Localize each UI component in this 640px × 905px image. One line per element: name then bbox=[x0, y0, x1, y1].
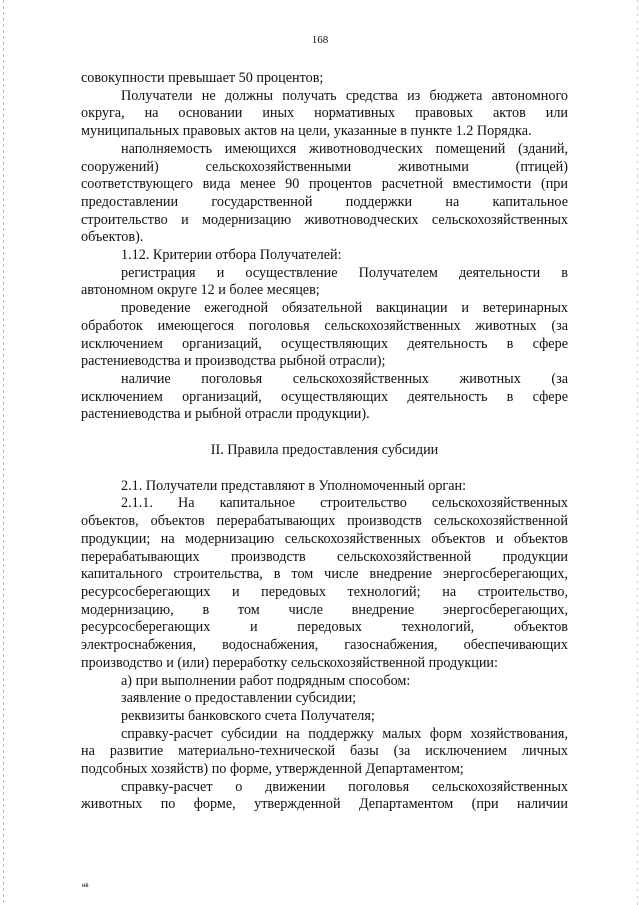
text-line: объектов, объектов перерабатывающих производств сельскохозяйственной bbox=[81, 513, 568, 530]
text-line: соответствующего вида менее 90 процентов расчетной вместимости (при bbox=[81, 176, 568, 193]
text-line: 1.12. Критерии отбора Получателей: bbox=[121, 247, 342, 264]
text-line: Получатели не должны получать средства из бюджета автономного bbox=[121, 87, 568, 104]
text-line: модернизацию, в том числе внедрение энергосберегающих, bbox=[81, 601, 568, 618]
text-line: реквизиты банковского счета Получателя; bbox=[121, 707, 375, 724]
scan-edge-right bbox=[637, 0, 638, 905]
text-line: муниципальных правовых актов на цели, указанные в пункте 1.2 Порядка. bbox=[81, 123, 532, 140]
text-line: капитального строительства, в том числе внедрение энергосберегающих, bbox=[81, 566, 568, 583]
text-line: подсобных хозяйств) по форме, утвержденной Департаментом; bbox=[81, 761, 464, 778]
text-line: животных по форме, утвержденной Департаментом (при наличии bbox=[81, 796, 568, 813]
text-line: электроснабжения, водоснабжения, газоснабжения, обеспечивающих bbox=[81, 637, 568, 654]
page-number: 168 bbox=[311, 34, 329, 46]
text-line: растениеводства и производства рыбной отрасли); bbox=[81, 353, 386, 370]
text-line: 2.1. Получатели представляют в Уполномоченный орган: bbox=[121, 477, 467, 494]
text-line: обработок имеющегося поголовья сельскохозяйственных животных (за bbox=[81, 317, 568, 334]
scan-edge-left bbox=[3, 0, 4, 905]
text-line: исключением организаций, осуществляющих деятельность в сфере bbox=[81, 335, 568, 352]
text-line: округа, на основании иных нормативных правовых актов или bbox=[81, 105, 568, 122]
text-line: совокупности превышает 50 процентов; bbox=[81, 70, 324, 86]
text-line: сооружений) сельскохозяйственными животными (птицей) bbox=[81, 158, 568, 175]
text-line: объектов). bbox=[81, 229, 144, 246]
text-line: на развитие материально-технической базы (за исключением личных bbox=[81, 743, 568, 760]
text-line: справку-расчет субсидии на поддержку малых форм хозяйствования, bbox=[121, 725, 568, 742]
text-line: наполняемость имеющихся животноводческих помещений (зданий, bbox=[121, 140, 568, 157]
text-line: строительство и модернизацию животноводческих сельскохозяйственных bbox=[81, 211, 568, 228]
text-line: ресурсосберегающих и передовых технологий; на строительство, bbox=[81, 583, 568, 600]
text-line: перерабатывающих производств сельскохозяйственной продукции bbox=[81, 548, 568, 565]
text-line: проведение ежегодной обязательной вакцинации и ветеринарных bbox=[121, 300, 568, 317]
text-line: предоставлении государственной поддержки на капитальное bbox=[81, 193, 568, 210]
text-line: продукции; на модернизацию сельскохозяйственных объектов и объектов bbox=[81, 530, 568, 547]
text-line: регистрация и осуществление Получателем деятельности в bbox=[121, 264, 568, 281]
text-line: производство и (или) переработку сельскохозяйственной продукции: bbox=[81, 654, 498, 671]
text-line: справку-расчет о движении поголовья сельскохозяйственных bbox=[121, 778, 568, 795]
text-line: исключением организаций, осуществляющих деятельность в сфере bbox=[81, 388, 568, 405]
text-line: 2.1.1. На капитальное строительство сельскохозяйственных bbox=[121, 495, 568, 512]
document-body bbox=[81, 70, 568, 814]
text-line: заявление о предоставлении субсидии; bbox=[121, 690, 357, 707]
text-line: а) при выполнении работ подрядным способом: bbox=[121, 672, 411, 689]
text-line: ресурсосберегающих и передовых технологий, объектов bbox=[81, 619, 568, 636]
text-line: наличие поголовья сельскохозяйственных животных (за bbox=[121, 370, 568, 387]
text-line: растениеводства и рыбной отрасли продукции). bbox=[81, 406, 370, 423]
footer-mark: нв bbox=[82, 883, 89, 889]
section-heading: II. Правила предоставления субсидии bbox=[210, 442, 439, 459]
text-line: автономном округе 12 и более месяцев; bbox=[81, 282, 320, 299]
